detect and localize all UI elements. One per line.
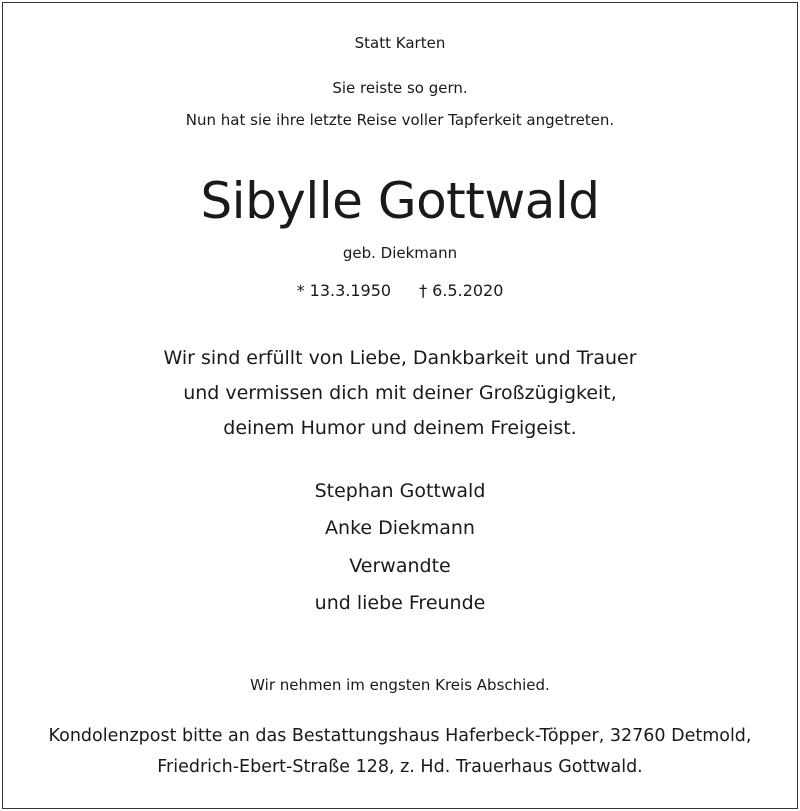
message-line-1: Wir sind erfüllt von Liebe, Dankbarkeit und Trauer — [163, 347, 637, 369]
message-line-3: deinem Humor und deinem Freigeist. — [223, 417, 577, 439]
farewell-text: Wir nehmen im engsten Kreis Abschied. — [250, 676, 550, 694]
mourner-3: Verwandte — [349, 555, 451, 577]
motto-line-2: Nun hat sie ihre letzte Reise voller Tapferkeit angetreten. — [185, 111, 615, 129]
life-dates — [0, 281, 800, 300]
death-date: † 6.5.2020 — [419, 281, 504, 300]
condolence-line-2: Friedrich-Ebert-Straße 128, z. Hd. Trauerhaus Gottwald. — [157, 757, 643, 777]
header-text: Statt Karten — [354, 34, 446, 52]
mourner-1: Stephan Gottwald — [314, 480, 486, 502]
mourner-2: Anke Diekmann — [325, 517, 475, 539]
message-line-2: und vermissen dich mit deiner Großzügigkeit, — [183, 382, 617, 404]
deceased-name: Sibylle Gottwald — [200, 172, 600, 230]
maiden-name: geb. Diekmann — [342, 244, 458, 262]
motto-line-1: Sie reiste so gern. — [332, 79, 468, 97]
birth-date: * 13.3.1950 — [296, 281, 392, 300]
mourner-4: und liebe Freunde — [314, 592, 486, 614]
condolence-line-1: Kondolenzpost bitte an das Bestattungshaus Haferbeck-Töpper, 32760 Detmold, — [48, 726, 752, 746]
